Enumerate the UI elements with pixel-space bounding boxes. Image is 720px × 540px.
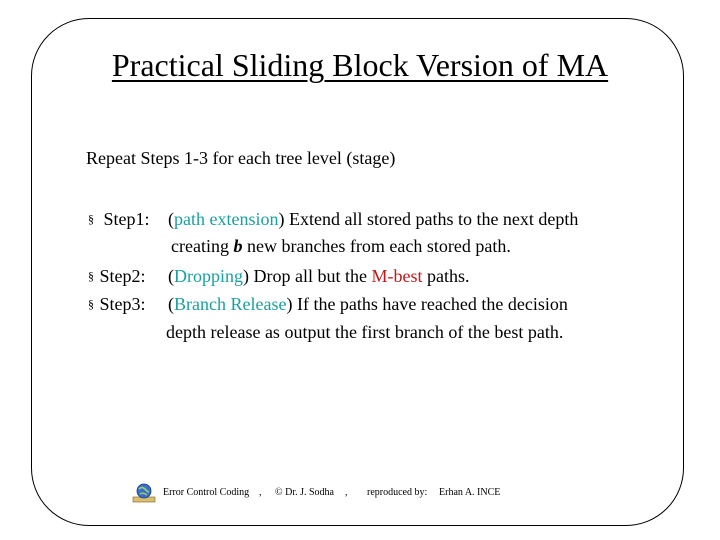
slide-title: Practical Sliding Block Version of MA	[111, 47, 609, 83]
step1-line1	[88, 208, 579, 232]
footer-reproducer: Erhan A. INCE	[439, 487, 501, 498]
globe-logo-icon	[132, 481, 156, 503]
step3-label: Step3:	[99, 294, 146, 314]
step2-highlight: M-best	[371, 266, 423, 286]
step1-body: (path extension) Extend all stored paths to the next depth	[168, 209, 579, 229]
step1-keyword: path extension	[174, 209, 279, 229]
step1-var-b: b	[233, 236, 243, 256]
step2-line1	[88, 265, 470, 289]
footer-sep2: ,	[345, 487, 348, 498]
step2-keyword: Dropping	[174, 266, 243, 286]
bullet-icon: §	[88, 212, 94, 226]
footer-course: Error Control Coding	[163, 487, 250, 498]
step3-body: (Branch Release) If the paths have reached the decision	[168, 294, 568, 314]
step3-line2: depth release as output the first branch of the best path.	[166, 322, 564, 342]
footer-sep1: ,	[259, 487, 262, 498]
footer-author: © Dr. J. Sodha	[275, 487, 334, 498]
step2-label: Step2:	[99, 266, 146, 286]
step1-line2: creating b new branches from each stored path.	[171, 236, 511, 256]
bullet-icon: §	[88, 297, 94, 311]
step1-label: Step1:	[103, 209, 150, 229]
bullet-icon: §	[88, 269, 94, 283]
step3-line1	[88, 293, 568, 317]
footer-reproduced: reproduced by:	[367, 487, 428, 498]
step2-body: (Dropping) Drop all but the M-best paths.	[168, 266, 470, 286]
intro-text: Repeat Steps 1-3 for each tree level (stage)	[86, 148, 396, 168]
step3-keyword: Branch Release	[174, 294, 287, 314]
